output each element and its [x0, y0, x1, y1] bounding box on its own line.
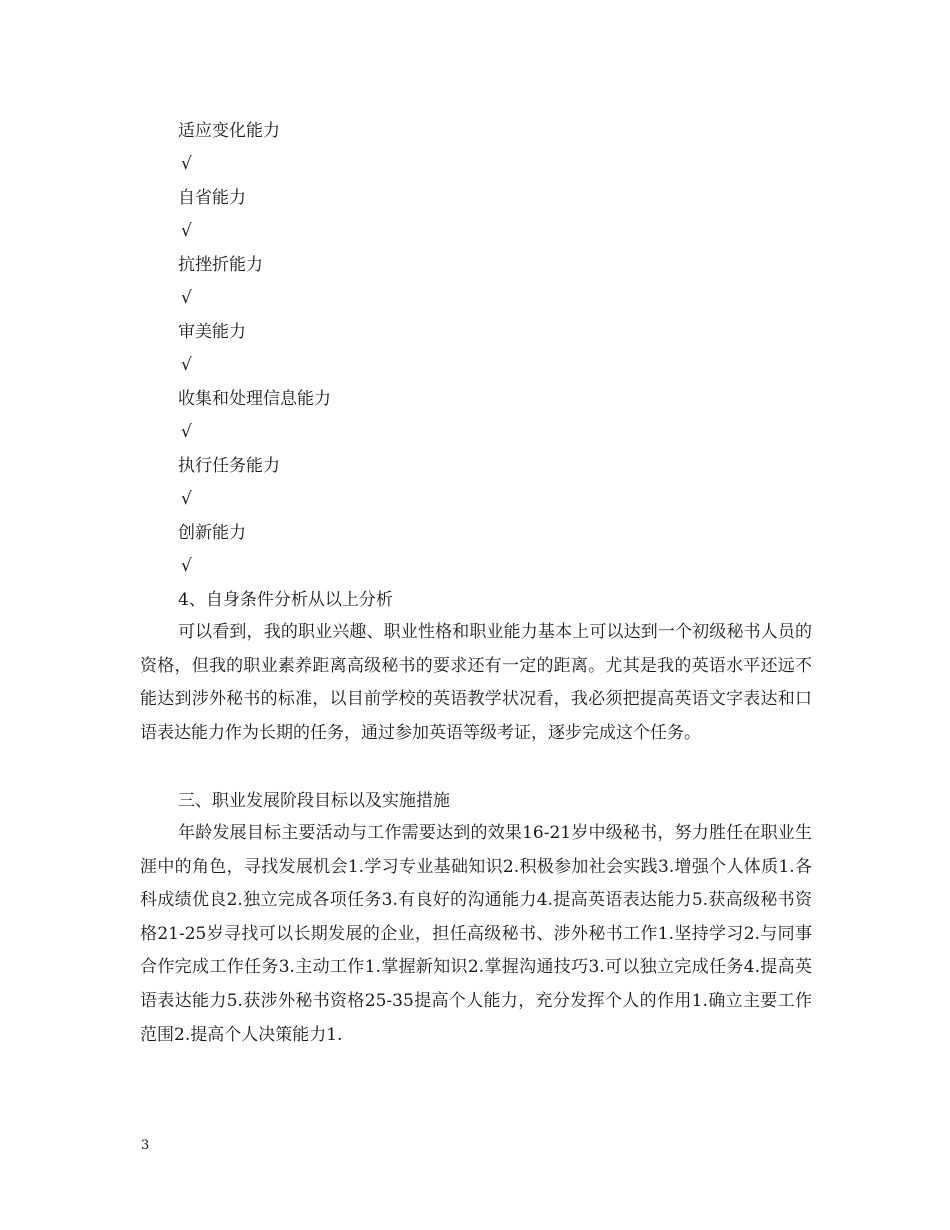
ability-item-innovation: 创新能力: [178, 523, 246, 543]
page-number: 3: [141, 1138, 150, 1153]
ability-item-resilience: 抗挫折能力: [178, 255, 263, 275]
section-heading: 三、职业发展阶段目标以及实施措施: [178, 791, 450, 811]
body-paragraph: 可以看到，我的职业兴趣、职业性格和职业能力基本上可以达到一个初级秘书人员的资格，但我的职业素养距离高级秘书的要求还有一定的距离。尤其是我的英语水平还远不能达到涉外秘书的标准，以目前学校的英语教学状况看，我必须把提高英语文字表达和口语表达能力作为长期的任务，通过参加英语等级考证，逐步完成这个任务。: [140, 622, 812, 743]
ability-item-adaptability: 适应变化能力: [178, 121, 280, 141]
body-paragraph: 年龄发展目标主要活动与工作需要达到的效果16-21岁中级秘书，努力胜任在职业生涯中的角色，寻找发展机会1.学习专业基础知识2.积极参加社会实践3.增强个人体质1.各科成绩优良2.独立完成各项任务3.有良好的沟通能力4.提高英语表达能力5.获高级秘书资格21-25岁寻找可以长期发展的企业，担任高级秘书、涉外秘书工作1.坚持学习2.与同事合作完成工作任务3.主动工作1.掌握新知识2.掌握沟通技巧3.可以独立完成任务4.提高英语表达能力5.获涉外秘书资格25-35提高个人能力，充分发挥个人的作用1.确立主要工作范围2.提高个人决策能力1.: [140, 823, 812, 1045]
section-heading: 4、自身条件分析从以上分析: [178, 590, 393, 610]
ability-item-self-reflection: 自省能力: [178, 188, 246, 208]
ability-item-information-processing: 收集和处理信息能力: [178, 389, 331, 409]
check-mark: √: [181, 221, 192, 241]
check-mark: √: [181, 556, 192, 576]
check-mark: √: [181, 154, 192, 174]
check-mark: √: [181, 288, 192, 308]
check-mark: √: [181, 489, 192, 509]
check-mark: √: [181, 422, 192, 442]
ability-item-aesthetics: 审美能力: [178, 322, 246, 342]
check-mark: √: [181, 355, 192, 375]
ability-item-task-execution: 执行任务能力: [178, 456, 280, 476]
